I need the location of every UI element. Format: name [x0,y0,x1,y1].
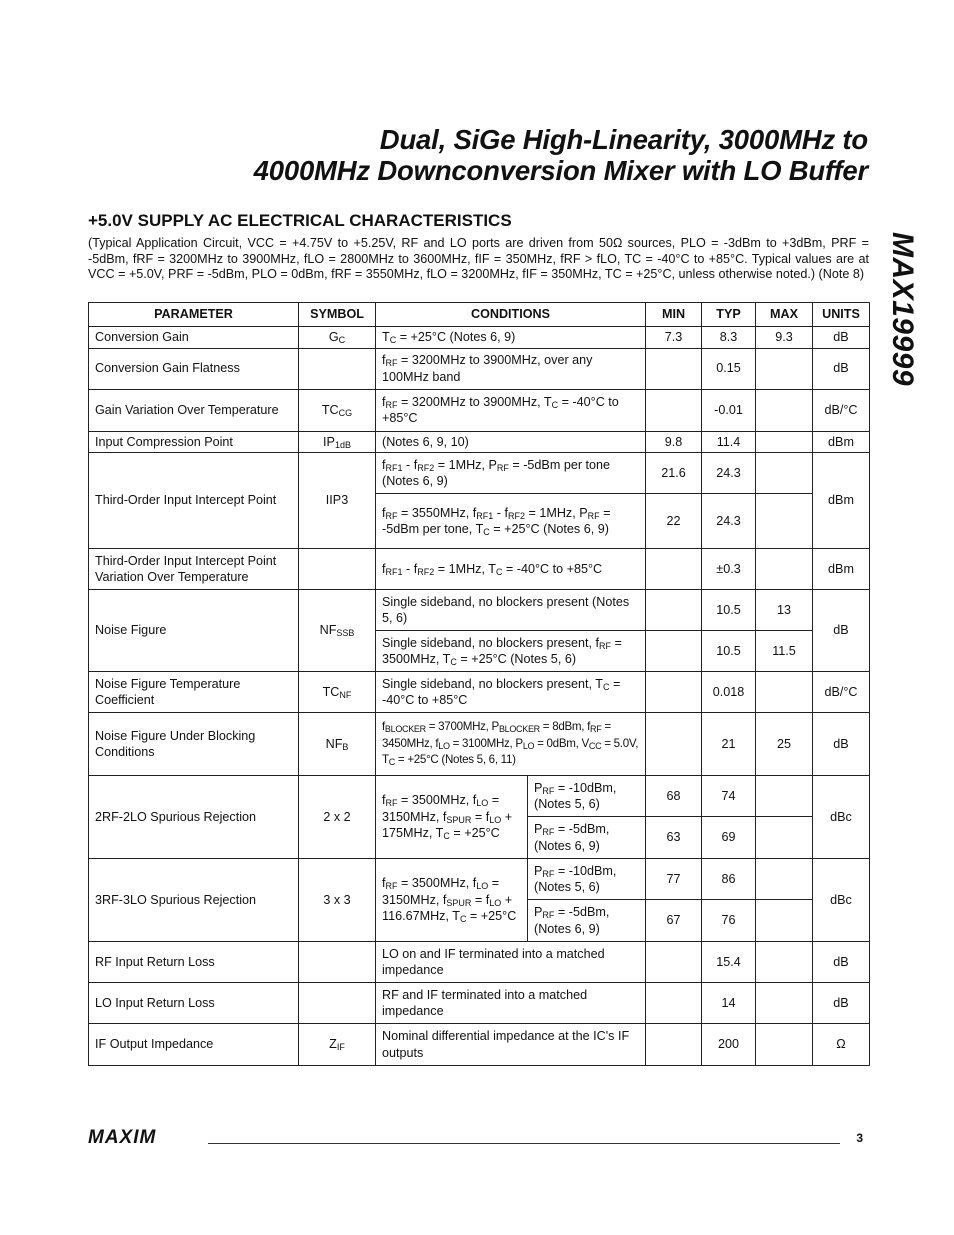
cell-conditions: $T_C = +25^\circ C$ (Notes 6, 9) [376,327,646,349]
header-conditions: CONDITIONS [376,303,646,327]
document-title [254,124,868,186]
side-part-number [872,214,932,404]
table-row [89,590,870,631]
cell-units: dBm [813,453,870,549]
table-header-row [89,303,870,327]
cell-min: 67 [646,900,702,942]
cell-max: 9.3 [756,327,813,349]
cell-symbol [299,983,376,1024]
cell-max [756,983,813,1024]
cell-typ: 14 [702,983,756,1024]
cell-symbol [299,549,376,590]
cell-typ: -0.01 [702,389,756,431]
cell-conditions: Single sideband, no blockers present (Notes 5, 6) [376,590,646,631]
cell-min [646,713,702,776]
cell-symbol: $NF_{SSB}$ [299,590,376,672]
cell-symbol [299,942,376,983]
cell-typ: 8.3 [702,327,756,349]
cell-conditions: Single sideband, no blockers present, $f_{RF} = 3500MHz$, $T_C = +25^\circ C$ (Notes 5, 6) [376,631,646,672]
cell-units: dB [813,983,870,1024]
cell-min [646,389,702,431]
cell-units: Ω [813,1024,870,1066]
section-title: +5.0V SUPPLY AC ELECTRICAL CHARACTERISTICS [88,211,512,230]
cell-typ: 10.5 [702,631,756,672]
cell-conditions: $f_{RF} = 3500MHz$, $f_{LO} = 3150MHz$, $f_{SPUR} = f_{LO} + 175MHz$, $T_C = +25^\circ C$ [376,776,528,859]
footer-rule [208,1143,840,1144]
header-symbol: SYMBOL [299,303,376,327]
table-row [89,549,870,590]
cell-conditions: $f_{RF1} - f_{RF2} = 1MHz$, $P_{RF} = -5dBm$ per tone (Notes 6, 9) [376,453,646,494]
cell-min: 63 [646,817,702,859]
table-row [89,983,870,1024]
cell-typ: 0.018 [702,672,756,713]
cell-max [756,494,813,549]
cell-parameter: Third-Order Input Intercept Point [89,453,299,549]
cell-max [756,900,813,942]
cell-conditions: $f_{RF} = 3550MHz$, $f_{RF1} - f_{RF2} = 1MHz$, $P_{RF} = -5dBm$ per tone, $T_C = +25^\circ C$ (Notes 6, 9) [376,494,646,549]
cell-max: 11.5 [756,631,813,672]
cell-units: dB [813,327,870,349]
table-row [89,389,870,431]
cell-parameter: Noise Figure [89,590,299,672]
cell-parameter: Gain Variation Over Temperature [89,389,299,431]
cell-min [646,983,702,1024]
cell-symbol: IIP3 [299,453,376,549]
cell-parameter: Noise Figure Under Blocking Conditions [89,713,299,776]
cell-units: dB/°C [813,389,870,431]
cell-typ: 24.3 [702,453,756,494]
cell-conditions: RF and IF terminated into a matched impedance [376,983,646,1024]
cell-min [646,631,702,672]
cell-conditions: $f_{RF} = 3500MHz$, $f_{LO} = 3150MHz$, $f_{SPUR} = f_{LO} + 116.67MHz$, $T_C = +25^\circ C$ [376,859,528,942]
conditions-note-text: (Typical Application Circuit, VCC = +4.75V to +5.25V, RF and LO ports are driven from 50Ω sources, PLO = -3dBm to +3dBm, PRF = -5dBm, fRF = 3200MHz to 3900MHz, fLO = 2800MHz to 3600MHz, fIF = 350MHz, fRF > fLO, TC = -40°C to +85°C. Typical values are at VCC = +5.0V, PRF = -5dBm, PLO = 0dBm, fRF = 3550MHz, fLO = 3200MHz, fIF = 350MHz, TC = +25°C, unless otherwise noted.) (Note 8) [88,236,869,281]
title-line-1: Dual, SiGe High-Linearity, 3000MHz to [379,124,868,155]
cell-units: dBc [813,859,870,942]
cell-typ: 21 [702,713,756,776]
cell-units: dB/°C [813,672,870,713]
table-row [89,942,870,983]
cell-units: dB [813,590,870,672]
table-row [89,431,870,453]
cell-min [646,590,702,631]
cell-symbol: $TC_{NF}$ [299,672,376,713]
cell-min: 22 [646,494,702,549]
cell-max [756,817,813,859]
cell-max [756,389,813,431]
cell-typ: 15.4 [702,942,756,983]
cell-max [756,453,813,494]
header-min: MIN [646,303,702,327]
cell-typ: 200 [702,1024,756,1066]
cell-conditions: (Notes 6, 9, 10) [376,431,646,453]
logo-text: MAXIM [88,1128,157,1146]
cell-subcondition: $P_{RF} = -5dBm$, (Notes 6, 9) [528,900,646,942]
table-row [89,859,870,900]
cell-subcondition: $P_{RF} = -10dBm$, (Notes 5, 6) [528,859,646,900]
cell-min: 7.3 [646,327,702,349]
cell-max [756,776,813,817]
cell-max [756,942,813,983]
table-row [89,453,870,494]
cell-conditions: $f_{BLOCKER} = 3700MHz$, $P_{BLOCKER} = 8dBm$, $f_{RF} = 3450MHz$, $f_{LO} = 3100MHz$, $P_{LO} = 0dBm$, $V_{CC} = 5.0V$, $T_C = +25^\circ C$ (Notes 5, 6, 11) [376,713,646,776]
cell-min [646,942,702,983]
table-row [89,348,870,389]
title-line-2: 4000MHz Downconversion Mixer with LO Buffer [253,155,868,186]
cell-units: dBm [813,431,870,453]
cell-subcondition: $P_{RF} = -10dBm$, (Notes 5, 6) [528,776,646,817]
cell-min [646,348,702,389]
cell-max: 13 [756,590,813,631]
cell-max [756,549,813,590]
cell-conditions: $f_{RF} = 3200MHz$ to 3900MHz, over any 100MHz band [376,348,646,389]
cell-units: dBm [813,549,870,590]
cell-subcondition: $P_{RF} = -5dBm$, (Notes 6, 9) [528,817,646,859]
cell-max [756,859,813,900]
cell-units: dB [813,713,870,776]
cell-min: 21.6 [646,453,702,494]
cell-units: dB [813,348,870,389]
cell-parameter: Conversion Gain Flatness [89,348,299,389]
cell-parameter: IF Output Impedance [89,1024,299,1066]
table-row [89,776,870,817]
cell-symbol: 2 x 2 [299,776,376,859]
cell-conditions: $f_{RF} = 3200MHz$ to 3900MHz, $T_C = -40^\circ C$ to +85°C [376,389,646,431]
cell-typ: 76 [702,900,756,942]
cell-symbol: $IP_{1dB}$ [299,431,376,453]
cell-min: 68 [646,776,702,817]
page-number: 3 [856,1131,863,1145]
page-footer [88,1128,869,1152]
cell-parameter: 2RF-2LO Spurious Rejection [89,776,299,859]
cell-typ: 86 [702,859,756,900]
cell-symbol: $TC_{CG}$ [299,389,376,431]
cell-max [756,672,813,713]
cell-typ: ±0.3 [702,549,756,590]
cell-min: 9.8 [646,431,702,453]
cell-symbol: $NF_B$ [299,713,376,776]
table-row [89,672,870,713]
cell-max: 25 [756,713,813,776]
cell-conditions: $f_{RF1} - f_{RF2} = 1MHz$, $T_C = -40^\circ C$ to +85°C [376,549,646,590]
cell-parameter: Conversion Gain [89,327,299,349]
cell-parameter: Noise Figure Temperature Coefficient [89,672,299,713]
cell-max [756,431,813,453]
cell-parameter: Input Compression Point [89,431,299,453]
cell-units: dBc [813,776,870,859]
cell-min [646,672,702,713]
part-number: MAX19999 [886,231,919,387]
cell-conditions: Single sideband, no blockers present, $T_C = -40^\circ C$ to +85°C [376,672,646,713]
cell-units: dB [813,942,870,983]
cell-typ: 24.3 [702,494,756,549]
header-typ: TYP [702,303,756,327]
cell-parameter: 3RF-3LO Spurious Rejection [89,859,299,942]
cell-typ: 10.5 [702,590,756,631]
cell-max [756,1024,813,1066]
cell-typ: 0.15 [702,348,756,389]
header-max: MAX [756,303,813,327]
cell-typ: 69 [702,817,756,859]
cell-symbol: $Z_{IF}$ [299,1024,376,1066]
conditions-note [88,236,869,283]
cell-symbol [299,348,376,389]
cell-symbol: 3 x 3 [299,859,376,942]
cell-min [646,1024,702,1066]
cell-parameter: LO Input Return Loss [89,983,299,1024]
maxim-logo [88,1128,200,1146]
table-row [89,1024,870,1066]
cell-conditions: LO on and IF terminated into a matched impedance [376,942,646,983]
cell-min [646,549,702,590]
cell-max [756,348,813,389]
header-units: UNITS [813,303,870,327]
header-parameter: PARAMETER [89,303,299,327]
table-row [89,327,870,349]
table-row [89,713,870,776]
cell-parameter: Third-Order Input Intercept Point Variation Over Temperature [89,549,299,590]
electrical-characteristics-table [88,302,870,1066]
cell-min: 77 [646,859,702,900]
cell-conditions: Nominal differential impedance at the IC's IF outputs [376,1024,646,1066]
cell-symbol: $G_C$ [299,327,376,349]
cell-parameter: RF Input Return Loss [89,942,299,983]
cell-typ: 11.4 [702,431,756,453]
cell-typ: 74 [702,776,756,817]
